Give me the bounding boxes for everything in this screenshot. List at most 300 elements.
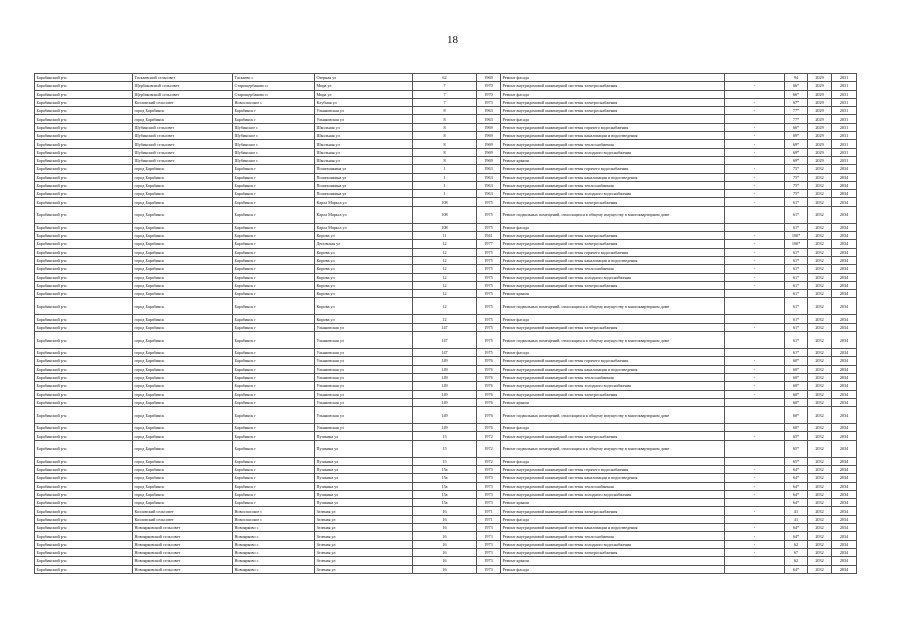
cell-year-end: 2034 <box>832 515 857 523</box>
cell-house: 12 <box>413 240 477 248</box>
cell-work: Ремонт фасада <box>501 457 725 465</box>
cell-year-end: 2034 <box>832 540 857 548</box>
cell-locality: Барабинск г <box>233 482 315 490</box>
cell-locality: Барабинск г <box>233 382 315 390</box>
cell-year: 1975 <box>477 265 501 273</box>
cell-district: Барабинский р-н <box>35 524 133 532</box>
cell-year-start: 2032 <box>808 281 832 289</box>
cell-year-start: 2032 <box>808 165 832 173</box>
table-row <box>35 407 857 424</box>
cell-district: Барабинский р-н <box>35 457 133 465</box>
cell-house: 149 <box>413 373 477 381</box>
cell-marker <box>725 515 785 523</box>
cell-marker <box>725 298 785 315</box>
cell-district: Барабинский р-н <box>35 206 133 223</box>
cell-settlement: город Барабинск <box>133 290 233 298</box>
cell-street: Деповская ул <box>315 240 413 248</box>
cell-settlement: Козловский сельсовет <box>133 515 233 523</box>
cell-year: 1975 <box>477 198 501 206</box>
cell-work: Ремонт внутридомовой инженерной системы электроснабжения <box>501 107 725 115</box>
cell-locality: Барабинск г <box>233 465 315 473</box>
cell-year-end: 2034 <box>832 490 857 498</box>
cell-year: 1970 <box>477 82 501 90</box>
cell-year: 1973 <box>477 548 501 556</box>
cell-cost: 67 <box>785 548 808 556</box>
cell-street: Карла Маркса ул <box>315 198 413 206</box>
cell-house: 15а <box>413 490 477 498</box>
cell-marker: - <box>725 165 785 173</box>
cell-cost: 61* <box>785 256 808 264</box>
cell-year-start: 2032 <box>808 490 832 498</box>
cell-house: 147 <box>413 332 477 349</box>
cell-locality: Барабинск г <box>233 315 315 323</box>
cell-district: Барабинский р-н <box>35 123 133 131</box>
table-row <box>35 256 857 264</box>
cell-house: 12 <box>413 265 477 273</box>
cell-street: Ульяновская ул <box>315 115 413 123</box>
cell-work: Ремонт крыши <box>501 156 725 164</box>
cell-settlement: Таскаевский сельсовет <box>133 74 233 82</box>
cell-district: Барабинский р-н <box>35 256 133 264</box>
cell-year-end: 2034 <box>832 382 857 390</box>
cell-marker: - <box>725 240 785 248</box>
cell-year-end: 2034 <box>832 565 857 573</box>
cell-cost: 65* <box>785 457 808 465</box>
cell-year-start: 2032 <box>808 206 832 223</box>
cell-marker <box>725 115 785 123</box>
cell-year-start: 2032 <box>808 273 832 281</box>
cell-house: 149 <box>413 365 477 373</box>
cell-cost: 100* <box>785 232 808 240</box>
cell-settlement: Шубинский сельсовет <box>133 156 233 164</box>
cell-settlement: Козловский сельсовет <box>133 507 233 515</box>
cell-year-start: 2032 <box>808 248 832 256</box>
table-row <box>35 373 857 381</box>
cell-locality: Шубинское с <box>233 148 315 156</box>
cell-street: Пушкина ул <box>315 499 413 507</box>
cell-year-start: 2029 <box>808 74 832 82</box>
table-row <box>35 232 857 240</box>
cell-house: 15 <box>413 440 477 457</box>
cell-district: Барабинский р-н <box>35 181 133 189</box>
cell-year-start: 2032 <box>808 315 832 323</box>
cell-house: 12 <box>413 273 477 281</box>
cell-work: Ремонт внутридомовой инженерной системы электроснабжения <box>501 198 725 206</box>
cell-locality: Барабинск г <box>233 457 315 465</box>
table-row <box>35 107 857 115</box>
cell-district: Барабинский р-н <box>35 148 133 156</box>
cell-locality: Барабинск г <box>233 373 315 381</box>
cell-year: 1977 <box>477 240 501 248</box>
cell-district: Барабинский р-н <box>35 74 133 82</box>
cell-year: 1969 <box>477 74 501 82</box>
cell-street: Ульяновская ул <box>315 382 413 390</box>
cell-house: 7 <box>413 82 477 90</box>
cell-locality: Барабинск г <box>233 256 315 264</box>
cell-settlement: город Барабинск <box>133 281 233 289</box>
cell-year-start: 2032 <box>808 474 832 482</box>
cell-work: Ремонт внутридомовой инженерной системы электроснабжения <box>501 390 725 398</box>
table-row <box>35 507 857 515</box>
cell-street: Кирова ул <box>315 232 413 240</box>
cell-cost: 62 <box>785 557 808 565</box>
table-row <box>35 281 857 289</box>
cell-marker: - <box>725 323 785 331</box>
cell-house: 16 <box>413 565 477 573</box>
cell-settlement: город Барабинск <box>133 398 233 406</box>
cell-locality: Барабинск г <box>233 298 315 315</box>
cell-marker: - <box>725 524 785 532</box>
cell-street: Кирова ул <box>315 298 413 315</box>
cell-street: Пушкина ул <box>315 474 413 482</box>
cell-year-start: 2032 <box>808 357 832 365</box>
cell-settlement: город Барабинск <box>133 248 233 256</box>
cell-cost: 61* <box>785 223 808 231</box>
cell-street: Кирова ул <box>315 273 413 281</box>
cell-year: 1973 <box>477 499 501 507</box>
cell-cost: 75* <box>785 173 808 181</box>
table-row <box>35 248 857 256</box>
cell-district: Барабинский р-н <box>35 490 133 498</box>
page-number: 18 <box>447 34 458 46</box>
cell-street: Зеленая ул <box>315 565 413 573</box>
cell-year: 1973 <box>477 465 501 473</box>
cell-work: Ремонт внутридомовой инженерной системы теплоснабжения <box>501 373 725 381</box>
cell-locality: Барабинск г <box>233 398 315 406</box>
cell-house: 8 <box>413 140 477 148</box>
cell-district: Барабинский р-н <box>35 540 133 548</box>
cell-district: Барабинский р-н <box>35 465 133 473</box>
cell-house: 108 <box>413 206 477 223</box>
cell-cost: 67* <box>785 98 808 106</box>
cell-locality: Барабинск г <box>233 223 315 231</box>
cell-locality: Новоярково с <box>233 548 315 556</box>
cell-street: Зеленая ул <box>315 548 413 556</box>
cell-house: 1 <box>413 190 477 198</box>
cell-work: Ремонт крыши <box>501 557 725 565</box>
cell-district: Барабинский р-н <box>35 507 133 515</box>
cell-marker: - <box>725 532 785 540</box>
cell-year-start: 2032 <box>808 557 832 565</box>
cell-cost: 64* <box>785 499 808 507</box>
cell-year: 1973 <box>477 557 501 565</box>
cell-settlement: Шубинский сельсовет <box>133 140 233 148</box>
cell-year: 1975 <box>477 298 501 315</box>
cell-house: 149 <box>413 382 477 390</box>
cell-work: Ремонт внутридомовой инженерной системы горячего водоснабжения <box>501 248 725 256</box>
cell-work: Ремонт внутридомовой инженерной системы горячего водоснабжения <box>501 123 725 131</box>
cell-year-start: 2032 <box>808 482 832 490</box>
cell-house: 149 <box>413 398 477 406</box>
cell-work: Ремонт подвальных помещений, относящихся к общему имуществу в многоквартирном доме <box>501 332 725 349</box>
cell-settlement: Новоярковский сельсовет <box>133 524 233 532</box>
cell-street: Зеленая ул <box>315 540 413 548</box>
cell-year: 1973 <box>477 98 501 106</box>
cell-district: Барабинский р-н <box>35 240 133 248</box>
cell-year-end: 2034 <box>832 557 857 565</box>
cell-locality: Старощербаково п <box>233 82 315 90</box>
cell-settlement: город Барабинск <box>133 190 233 198</box>
cell-locality: Барабинск г <box>233 499 315 507</box>
cell-year-end: 2031 <box>832 123 857 131</box>
cell-cost: 61* <box>785 248 808 256</box>
cell-marker: - <box>725 190 785 198</box>
cell-house: 1 <box>413 173 477 181</box>
cell-year: 1963 <box>477 165 501 173</box>
table-row <box>35 206 857 223</box>
cell-cost: 77* <box>785 107 808 115</box>
cell-locality: Барабинск г <box>233 390 315 398</box>
cell-settlement: Новоярковский сельсовет <box>133 548 233 556</box>
cell-cost: 61* <box>785 198 808 206</box>
cell-work: Ремонт внутридомовой инженерной системы теплоснабжения <box>501 181 725 189</box>
cell-street: Пошехонкина ул <box>315 190 413 198</box>
cell-settlement: город Барабинск <box>133 298 233 315</box>
cell-house: 8 <box>413 107 477 115</box>
cell-year-start: 2032 <box>808 298 832 315</box>
cell-locality: Таскаево с <box>233 74 315 82</box>
cell-year: 1975 <box>477 223 501 231</box>
cell-house: 8 <box>413 156 477 164</box>
cell-year: 1970 <box>477 90 501 98</box>
table-row <box>35 357 857 365</box>
cell-district: Барабинский р-н <box>35 432 133 440</box>
cell-locality: Барабинск г <box>233 248 315 256</box>
cell-year-start: 2032 <box>808 548 832 556</box>
cell-year-end: 2034 <box>832 499 857 507</box>
table-row <box>35 323 857 331</box>
cell-year: 1976 <box>477 373 501 381</box>
cell-cost: 60* <box>785 407 808 424</box>
cell-settlement: Новоярковский сельсовет <box>133 532 233 540</box>
cell-year: 1976 <box>477 424 501 432</box>
cell-house: 12 <box>413 256 477 264</box>
table-row <box>35 465 857 473</box>
cell-work: Ремонт крыши <box>501 290 725 298</box>
cell-year: 1963 <box>477 107 501 115</box>
cell-house: 108 <box>413 198 477 206</box>
cell-locality: Барабинск г <box>233 206 315 223</box>
cell-year-end: 2034 <box>832 482 857 490</box>
cell-year-end: 2031 <box>832 115 857 123</box>
cell-work: Ремонт внутридомовой инженерной системы горячего водоснабжения <box>501 357 725 365</box>
table-row <box>35 132 857 140</box>
cell-year: 1971 <box>477 507 501 515</box>
cell-year: 1969 <box>477 123 501 131</box>
cell-cost: 61* <box>785 281 808 289</box>
cell-street: Пушкина ул <box>315 482 413 490</box>
cell-house: 8 <box>413 123 477 131</box>
cell-year-start: 2032 <box>808 398 832 406</box>
cell-year-start: 2029 <box>808 123 832 131</box>
cell-year-end: 2034 <box>832 181 857 189</box>
cell-district: Барабинский р-н <box>35 407 133 424</box>
cell-street: Зеленая ул <box>315 507 413 515</box>
cell-cost: 60* <box>785 365 808 373</box>
cell-work: Ремонт фасада <box>501 424 725 432</box>
cell-district: Барабинский р-н <box>35 515 133 523</box>
cell-year-start: 2032 <box>808 290 832 298</box>
table-row <box>35 148 857 156</box>
cell-settlement: город Барабинск <box>133 265 233 273</box>
table-row <box>35 115 857 123</box>
cell-house: 1 <box>413 181 477 189</box>
cell-year-end: 2031 <box>832 90 857 98</box>
cell-year: 1975 <box>477 349 501 357</box>
cell-street: Зеленая ул <box>315 515 413 523</box>
cell-cost: 60* <box>785 424 808 432</box>
cell-district: Барабинский р-н <box>35 565 133 573</box>
cell-district: Барабинский р-н <box>35 357 133 365</box>
cell-district: Барабинский р-н <box>35 281 133 289</box>
cell-marker: - <box>725 98 785 106</box>
cell-street: Кирова ул <box>315 248 413 256</box>
cell-house: 147 <box>413 323 477 331</box>
cell-settlement: город Барабинск <box>133 349 233 357</box>
cell-locality: Барабинск г <box>233 232 315 240</box>
cell-year-end: 2034 <box>832 398 857 406</box>
cell-work: Ремонт подвальных помещений, относящихся к общему имуществу в многоквартирном доме <box>501 440 725 457</box>
cell-marker <box>725 557 785 565</box>
cell-settlement: Щербаковский сельсовет <box>133 82 233 90</box>
cell-year-end: 2034 <box>832 432 857 440</box>
table-row <box>35 198 857 206</box>
cell-work: Ремонт подвальных помещений, относящихся к общему имуществу в многоквартирном доме <box>501 298 725 315</box>
cell-locality: Барабинск г <box>233 107 315 115</box>
cell-work: Ремонт фасада <box>501 115 725 123</box>
cell-locality: Новоярково с <box>233 565 315 573</box>
cell-cost: 64* <box>785 532 808 540</box>
table-row <box>35 499 857 507</box>
cell-street: Пушкина ул <box>315 457 413 465</box>
cell-year-end: 2034 <box>832 390 857 398</box>
cell-marker: - <box>725 273 785 281</box>
cell-year-start: 2029 <box>808 132 832 140</box>
cell-district: Барабинский р-н <box>35 349 133 357</box>
table-row <box>35 474 857 482</box>
cell-house: 12 <box>413 290 477 298</box>
cell-year-end: 2034 <box>832 265 857 273</box>
cell-year-start: 2032 <box>808 532 832 540</box>
cell-house: 12 <box>413 281 477 289</box>
cell-settlement: город Барабинск <box>133 407 233 424</box>
cell-settlement: город Барабинск <box>133 173 233 181</box>
cell-work: Ремонт внутридомовой инженерной системы теплоснабжения <box>501 532 725 540</box>
cell-street: Пошехонкина ул <box>315 173 413 181</box>
cell-locality: Шубинское с <box>233 156 315 164</box>
cell-year-start: 2032 <box>808 265 832 273</box>
cell-year: 1973 <box>477 524 501 532</box>
cell-locality: Барабинск г <box>233 365 315 373</box>
table-row <box>35 424 857 432</box>
cell-year-end: 2034 <box>832 357 857 365</box>
cell-year-start: 2032 <box>808 465 832 473</box>
cell-year-start: 2032 <box>808 540 832 548</box>
cell-cost: 66* <box>785 82 808 90</box>
cell-work: Ремонт подвальных помещений, относящихся к общему имуществу в многоквартирном доме <box>501 407 725 424</box>
cell-district: Барабинский р-н <box>35 132 133 140</box>
cell-year-start: 2032 <box>808 332 832 349</box>
cell-street: Кирова ул <box>315 265 413 273</box>
cell-year-start: 2032 <box>808 524 832 532</box>
cell-locality: Барабинск г <box>233 440 315 457</box>
cell-work: Ремонт внутридомовой инженерной системы холодного водоснабжения <box>501 382 725 390</box>
table-body <box>35 74 857 574</box>
cell-work: Ремонт внутридомовой инженерной системы электроснабжения <box>501 432 725 440</box>
table-row <box>35 290 857 298</box>
cell-marker: - <box>725 507 785 515</box>
cell-cost: 60* <box>785 390 808 398</box>
cell-locality: Барабинск г <box>233 332 315 349</box>
cell-year: 1972 <box>477 440 501 457</box>
cell-marker: - <box>725 148 785 156</box>
cell-street: Карла Маркса ул <box>315 206 413 223</box>
cell-year-end: 2034 <box>832 365 857 373</box>
cell-settlement: город Барабинск <box>133 332 233 349</box>
cell-district: Барабинский р-н <box>35 190 133 198</box>
table-row <box>35 390 857 398</box>
cell-locality: Барабинск г <box>233 290 315 298</box>
cell-district: Барабинский р-н <box>35 332 133 349</box>
cell-district: Барабинский р-н <box>35 298 133 315</box>
cell-year: 1975 <box>477 206 501 223</box>
cell-year: 1976 <box>477 390 501 398</box>
cell-marker <box>725 457 785 465</box>
cell-house: 108 <box>413 223 477 231</box>
cell-year-end: 2034 <box>832 290 857 298</box>
cell-house: 15 <box>413 432 477 440</box>
cell-settlement: город Барабинск <box>133 373 233 381</box>
cell-district: Барабинский р-н <box>35 323 133 331</box>
cell-marker: - <box>725 173 785 181</box>
cell-work: Ремонт внутридомовой инженерной системы канализации и водоотведения <box>501 256 725 264</box>
cell-district: Барабинский р-н <box>35 82 133 90</box>
cell-house: 149 <box>413 407 477 424</box>
cell-house: 12 <box>413 248 477 256</box>
cell-work: Ремонт внутридомовой инженерной системы электроснабжения <box>501 548 725 556</box>
cell-house: 16 <box>413 515 477 523</box>
cell-work: Ремонт внутридомовой инженерной системы канализации и водоотведения <box>501 524 725 532</box>
cell-marker: - <box>725 198 785 206</box>
cell-year: 1975 <box>477 273 501 281</box>
cell-work: Ремонт внутридомовой инженерной системы электроснабжения <box>501 323 725 331</box>
cell-marker <box>725 90 785 98</box>
cell-locality: Новоярково с <box>233 540 315 548</box>
cell-house: 16 <box>413 548 477 556</box>
cell-district: Барабинский р-н <box>35 548 133 556</box>
cell-district: Барабинский р-н <box>35 499 133 507</box>
cell-cost: 94 <box>785 74 808 82</box>
cell-settlement: Шубинский сельсовет <box>133 123 233 131</box>
cell-year: 1975 <box>477 281 501 289</box>
cell-year-end: 2034 <box>832 407 857 424</box>
table-row <box>35 273 857 281</box>
cell-cost: 60* <box>785 398 808 406</box>
cell-year-end: 2034 <box>832 232 857 240</box>
cell-house: 15а <box>413 482 477 490</box>
cell-cost: 65* <box>785 440 808 457</box>
cell-year: 1972 <box>477 457 501 465</box>
cell-locality: Барабинск г <box>233 349 315 357</box>
cell-year-end: 2034 <box>832 532 857 540</box>
cell-cost: 75* <box>785 181 808 189</box>
cell-year-start: 2029 <box>808 148 832 156</box>
cell-marker: - <box>725 357 785 365</box>
table-row <box>35 165 857 173</box>
cell-street: Зеленая ул <box>315 532 413 540</box>
cell-locality: Барабинск г <box>233 240 315 248</box>
table-row <box>35 90 857 98</box>
